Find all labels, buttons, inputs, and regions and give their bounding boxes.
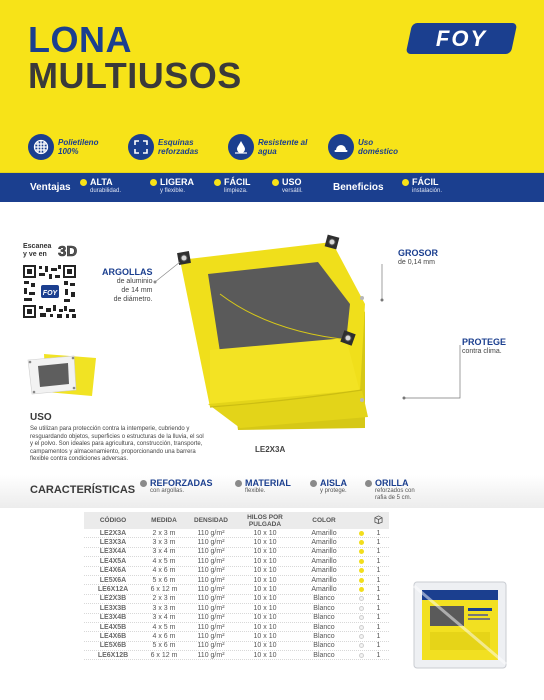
argollas-line1: de aluminio (116, 278, 153, 285)
cell-swatch (354, 587, 368, 592)
3d-badge-text: 3D (58, 243, 78, 260)
cell-densidad: 110 g/m² (197, 632, 225, 640)
header-codigo: CÓDIGO (99, 517, 127, 524)
cell-medida: 4 x 6 m (152, 567, 176, 575)
cell-hilos: 10 x 10 (253, 576, 277, 584)
ventaja-title: USO (282, 177, 302, 187)
cell-color: Amarillo (311, 529, 337, 537)
title-line-2: MULTIUSOS (28, 55, 242, 96)
cell-hilos: 10 x 10 (253, 642, 277, 650)
cell-hilos: 10 x 10 (253, 539, 277, 547)
bullet-icon (310, 480, 317, 487)
bullet-icon (80, 179, 87, 186)
cell-medida: 3 x 3 m (152, 604, 176, 612)
uso-heading: USO (30, 412, 52, 423)
ventaja-item (150, 177, 194, 195)
bullet-icon (140, 480, 147, 487)
protege-title: PROTEGE (462, 337, 507, 347)
cell-densidad: 110 g/m² (197, 529, 225, 537)
color-swatch (359, 615, 364, 620)
cell-qty: 1 (376, 567, 381, 575)
color-swatch (359, 587, 364, 592)
cell-color: Amarillo (311, 557, 337, 565)
color-swatch (359, 643, 364, 648)
cell-swatch (354, 578, 368, 583)
cell-codigo: LE3X3A (99, 539, 127, 547)
cell-codigo: LE6X12A (97, 586, 129, 594)
cell-hilos: 10 x 10 (253, 529, 277, 537)
color-swatch (359, 568, 364, 573)
cell-medida: 3 x 4 m (152, 548, 176, 556)
feature-polietileno (28, 134, 110, 160)
cell-color: Amarillo (311, 539, 337, 547)
beneficio-item (402, 177, 442, 195)
table-row (84, 548, 389, 557)
ventaja-item (272, 177, 303, 195)
ventaja-sub: durabilidad. (90, 188, 122, 194)
cell-hilos: 10 x 10 (253, 623, 277, 631)
cell-codigo: LE6X12B (97, 651, 129, 659)
feature-uso (328, 134, 410, 160)
cell-swatch (354, 568, 368, 573)
argollas-line3: de diámetro. (113, 296, 153, 303)
cell-qty: 1 (376, 595, 381, 603)
cell-qty: 1 (376, 614, 381, 622)
product-table (84, 512, 389, 660)
qr-code-icon[interactable] (22, 264, 77, 319)
table-row (84, 604, 389, 613)
cell-medida: 5 x 6 m (152, 576, 176, 584)
header-hilos-line1: HILOS POR (247, 513, 283, 521)
grosor-title: GROSOR (398, 248, 439, 258)
cell-codigo: LE2X3B (99, 595, 127, 603)
header-densidad: DENSIDAD (194, 517, 228, 524)
feature-label: Polietileno 100% (58, 138, 99, 156)
cell-hilos: 10 x 10 (253, 586, 277, 594)
3d-badge-icon (57, 240, 79, 260)
argollas-line2: de 14 mm (121, 287, 153, 294)
cell-qty: 1 (376, 529, 381, 537)
caracteristica-title: MATERIAL (245, 478, 291, 488)
ventaja-sub: limpieza. (224, 188, 248, 194)
qr-caption-line2: y ve en (23, 251, 47, 258)
header-hilos-line2: PULGADA (248, 520, 282, 528)
table-row (84, 557, 389, 566)
cell-hilos: 10 x 10 (253, 595, 277, 603)
cell-qty: 1 (376, 586, 381, 594)
cell-medida: 3 x 4 m (152, 614, 176, 622)
header-banner (0, 0, 544, 172)
cell-qty: 1 (376, 642, 381, 650)
cell-densidad: 110 g/m² (197, 557, 225, 565)
feature-label: Uso doméstico (358, 138, 399, 156)
qr-caption-line1: Escanea (23, 243, 52, 250)
cell-swatch (354, 549, 368, 554)
qr-caption (23, 243, 51, 259)
cell-color: Blanco (313, 651, 335, 659)
table-body (84, 529, 389, 660)
bullet-icon (235, 480, 242, 487)
caracteristica-sub: reforzados con (375, 488, 415, 494)
color-swatch (359, 596, 364, 601)
color-swatch (359, 531, 364, 536)
color-swatch (359, 653, 364, 658)
cell-swatch (354, 615, 368, 620)
cell-hilos: 10 x 10 (253, 604, 277, 612)
title-line-1: LONA (28, 19, 132, 60)
caracteristicas-heading: CARACTERÍSTICAS (30, 484, 136, 496)
color-swatch (359, 634, 364, 639)
color-swatch (359, 606, 364, 611)
cell-qty: 1 (376, 548, 381, 556)
cell-swatch (354, 596, 368, 601)
color-swatch (359, 625, 364, 630)
cell-swatch (354, 559, 368, 564)
cell-color: Blanco (313, 642, 335, 650)
ventaja-item (214, 177, 251, 195)
caracteristica-title: AISLA (320, 478, 347, 488)
callout-lines (360, 260, 470, 410)
caracteristica-sub: con argollas. (150, 488, 185, 494)
cell-color: Blanco (313, 614, 335, 622)
ventaja-title: FÁCIL (224, 177, 251, 187)
cell-medida: 5 x 6 m (152, 642, 176, 650)
callout-protege (462, 338, 506, 356)
ventaja-title: ALTA (90, 177, 113, 187)
cell-hilos: 10 x 10 (253, 632, 277, 640)
cell-color: Amarillo (311, 567, 337, 575)
cell-medida: 6 x 12 m (150, 586, 178, 594)
caracteristica-sub: flexible. (245, 488, 266, 494)
caracteristica-title: REFORZADAS (150, 478, 213, 488)
cell-medida: 6 x 12 m (150, 651, 178, 659)
cell-densidad: 110 g/m² (197, 586, 225, 594)
feature-list (28, 134, 410, 160)
table-header (84, 512, 389, 529)
water-drop-icon (228, 134, 254, 160)
table-row (84, 529, 389, 538)
table-row (84, 614, 389, 623)
color-swatch (359, 549, 364, 554)
cell-qty: 1 (376, 539, 381, 547)
caracteristica-item (140, 478, 213, 495)
uso-description: Se utilizan para protección contra la intemperie, cubriendo y resguardando objetos, superficies o estructuras de la lluvia, el sol y el polvo. Son ideales para agricultura, construcción, transporte, campamentos y almacenamiento, proporcionando una barrera flexible contra condiciones adversas. (30, 426, 204, 462)
table-row (84, 642, 389, 651)
beneficio-title: FÁCIL (412, 177, 439, 187)
color-swatch (359, 578, 364, 583)
cell-codigo: LE4X6B (99, 632, 127, 640)
table-row (84, 651, 389, 660)
ventaja-sub: versátil. (282, 188, 303, 194)
logo-text: FOY (435, 25, 488, 51)
header-medida: MEDIDA (151, 517, 177, 524)
feature-resistente (228, 134, 310, 160)
cell-qty: 1 (376, 576, 381, 584)
cell-hilos: 10 x 10 (253, 614, 277, 622)
benefits-bar (0, 172, 544, 202)
cell-color: Blanco (313, 595, 335, 603)
cell-color: Blanco (313, 632, 335, 640)
beneficio-sub: instalación. (412, 188, 443, 194)
bullet-icon (214, 179, 221, 186)
cell-color: Blanco (313, 604, 335, 612)
cell-medida: 2 x 3 m (152, 595, 176, 603)
cell-medida: 3 x 3 m (152, 539, 176, 547)
table-row (84, 576, 389, 585)
cell-medida: 2 x 3 m (152, 529, 176, 537)
hard-hat-icon (328, 134, 354, 160)
cell-swatch (354, 625, 368, 630)
feature-label: Resistente al agua (258, 138, 308, 156)
protege-text: contra clima. (462, 348, 502, 355)
cell-densidad: 110 g/m² (197, 567, 225, 575)
caracteristica-item (365, 478, 415, 502)
cell-densidad: 110 g/m² (197, 576, 225, 584)
cell-color: Amarillo (311, 548, 337, 556)
cell-codigo: LE2X3A (99, 529, 127, 537)
beneficios-heading: Beneficios (333, 182, 384, 193)
bullet-icon (365, 480, 372, 487)
cell-densidad: 110 g/m² (197, 623, 225, 631)
header-hilos (236, 514, 294, 528)
cell-medida: 4 x 5 m (152, 623, 176, 631)
cell-densidad: 110 g/m² (197, 548, 225, 556)
cell-color: Amarillo (311, 586, 337, 594)
cell-codigo: LE5X6A (99, 576, 127, 584)
package-icon (374, 515, 383, 524)
table-row (84, 585, 389, 594)
caracteristica-item (235, 478, 291, 495)
header-pack (368, 515, 389, 526)
table-row (84, 567, 389, 576)
cell-codigo: LE3X4A (99, 548, 127, 556)
bullet-icon (402, 179, 409, 186)
feature-label: Esquinas reforzadas (158, 138, 199, 156)
cell-codigo: LE3X4B (99, 614, 127, 622)
page-title (28, 19, 242, 96)
argollas-title: ARGOLLAS (102, 267, 153, 277)
grosor-text: de 0,14 mm (398, 259, 435, 266)
table-row (84, 595, 389, 604)
ventajas-heading: Ventajas (30, 182, 71, 193)
bullet-icon (272, 179, 279, 186)
callout-grosor (398, 249, 438, 267)
mesh-icon (28, 134, 54, 160)
cell-densidad: 110 g/m² (197, 539, 225, 547)
cell-swatch (354, 531, 368, 536)
cell-densidad: 110 g/m² (197, 604, 225, 612)
product-package-image (412, 580, 508, 670)
cell-densidad: 110 g/m² (197, 595, 225, 603)
ventaja-sub: y flexible. (160, 188, 186, 194)
cell-codigo: LE3X3B (99, 604, 127, 612)
cell-hilos: 10 x 10 (253, 567, 277, 575)
ventaja-item (80, 177, 121, 195)
color-swatch (359, 559, 364, 564)
caracteristica-item (310, 478, 347, 495)
cell-color: Blanco (313, 623, 335, 631)
callout-argollas (102, 268, 153, 304)
table-row (84, 632, 389, 641)
cell-color: Amarillo (311, 576, 337, 584)
color-swatch (359, 540, 364, 545)
cell-qty: 1 (376, 632, 381, 640)
foy-logo (406, 23, 518, 54)
cell-codigo: LE4X5B (99, 623, 127, 631)
cell-swatch (354, 643, 368, 648)
cell-medida: 4 x 6 m (152, 632, 176, 640)
cell-densidad: 110 g/m² (197, 642, 225, 650)
feature-esquinas (128, 134, 210, 160)
table-row (84, 623, 389, 632)
cell-swatch (354, 540, 368, 545)
qr-brand-text: FOY (42, 290, 58, 297)
product-thumbnail (26, 352, 98, 398)
cell-qty: 1 (376, 623, 381, 631)
cell-swatch (354, 653, 368, 658)
cell-codigo: LE5X6B (99, 642, 127, 650)
cell-codigo: LE4X6A (99, 567, 127, 575)
cell-codigo: LE4X5A (99, 557, 127, 565)
caracteristica-title: ORILLA (375, 478, 409, 488)
cell-qty: 1 (376, 557, 381, 565)
corners-icon (128, 134, 154, 160)
cell-medida: 4 x 5 m (152, 557, 176, 565)
table-row (84, 538, 389, 547)
cell-hilos: 10 x 10 (253, 557, 277, 565)
cell-hilos: 10 x 10 (253, 651, 277, 659)
header-color: COLOR (312, 517, 336, 524)
caracteristica-sub: rafia de 5 cm. (375, 495, 412, 501)
ventaja-title: LIGERA (160, 177, 195, 187)
cell-hilos: 10 x 10 (253, 548, 277, 556)
cell-densidad: 110 g/m² (197, 651, 225, 659)
cell-swatch (354, 606, 368, 611)
cell-qty: 1 (376, 651, 381, 659)
caracteristica-sub: y protege. (320, 488, 347, 494)
cell-densidad: 110 g/m² (197, 614, 225, 622)
cell-qty: 1 (376, 604, 381, 612)
model-code: LE2X3A (255, 445, 286, 454)
bullet-icon (150, 179, 157, 186)
cell-swatch (354, 634, 368, 639)
